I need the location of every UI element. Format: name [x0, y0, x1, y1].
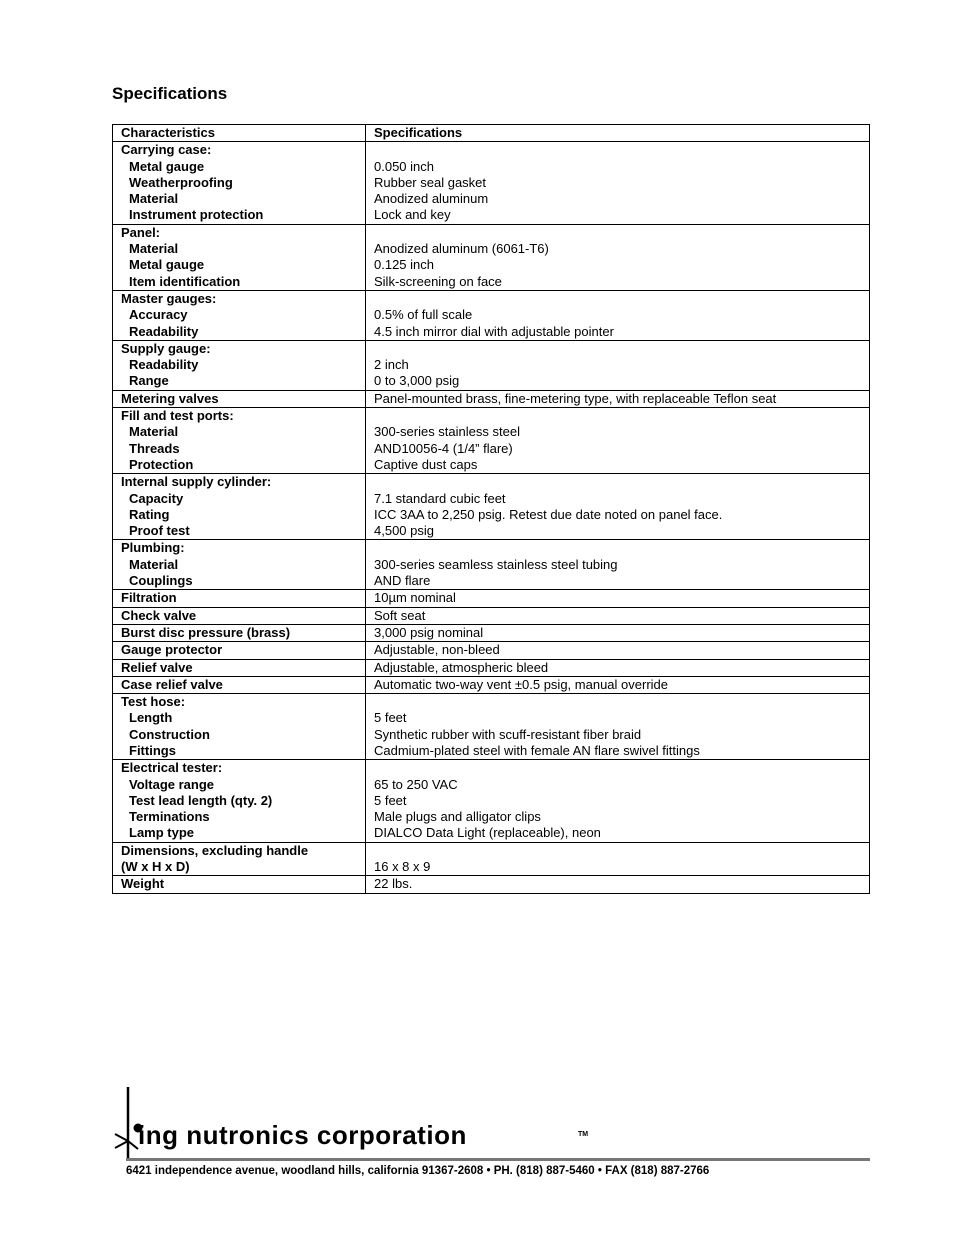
specification-value: Synthetic rubber with scuff-resistant fiber braid: [374, 726, 642, 742]
characteristic-label: Material: [129, 191, 179, 207]
characteristic-cell: [113, 290, 366, 340]
characteristic-cell: [113, 224, 366, 290]
characteristic-cell: [113, 540, 366, 590]
characteristic-cell: [113, 474, 366, 540]
spacer-line: [374, 760, 861, 776]
specification-cell: [366, 842, 870, 876]
characteristic-label: Weatherproofing: [129, 174, 233, 190]
specification-value: AND flare: [374, 573, 431, 589]
specification-value: Captive dust caps: [374, 456, 478, 472]
characteristic-label: Readability: [129, 357, 199, 373]
specification-value: 2 inch: [374, 357, 409, 373]
characteristic-cell: [113, 642, 366, 659]
spacer-line: [374, 474, 861, 490]
characteristic-label: Relief valve: [121, 659, 193, 675]
table-row: [113, 842, 870, 876]
characteristic-label: Gauge protector: [121, 642, 223, 658]
specification-value: Silk-screening on face: [374, 273, 502, 289]
trademark-symbol: TM: [578, 1131, 589, 1138]
characteristic-label: Readability: [129, 323, 199, 339]
specification-value: 0.125 inch: [374, 257, 434, 273]
table-row: [113, 142, 870, 224]
table-row: [113, 676, 870, 693]
specification-value: Soft seat: [374, 607, 426, 623]
specification-cell: [366, 142, 870, 224]
spacer-line: [374, 540, 861, 556]
characteristic-label: Check valve: [121, 607, 197, 623]
specification-value: Panel-mounted brass, fine-metering type, with replaceable Teflon seat: [374, 390, 777, 406]
group-heading: Internal supply cylinder:: [121, 474, 272, 490]
characteristic-cell: [113, 142, 366, 224]
group-heading: Plumbing:: [121, 540, 185, 556]
specification-cell: [366, 474, 870, 540]
specification-value: DIALCO Data Light (replaceable), neon: [374, 825, 601, 841]
specification-value: Adjustable, atmospheric bleed: [374, 659, 549, 675]
specification-value: Male plugs and alligator clips: [374, 809, 541, 825]
characteristic-label: Protection: [129, 456, 194, 472]
column-header-characteristics: Characteristics: [113, 125, 366, 142]
specification-value: 22 lbs.: [374, 876, 413, 892]
company-address: 6421 independence avenue, woodland hills, california 91367-2608 • PH. (818) 887-5460 • FAX (818) 887-2766: [126, 1165, 710, 1177]
characteristic-label: Metal gauge: [129, 158, 205, 174]
specification-value: ICC 3AA to 2,250 psig. Retest due date noted on panel face.: [374, 506, 723, 522]
specification-cell: [366, 642, 870, 659]
specification-value: Automatic two-way vent ±0.5 psig, manual override: [374, 676, 668, 692]
characteristic-cell: [113, 390, 366, 407]
specification-value: 300-series stainless steel: [374, 424, 520, 440]
group-heading: Master gauges:: [121, 290, 217, 306]
characteristic-label: Length: [129, 710, 173, 726]
characteristic-label: Instrument protection: [129, 207, 264, 223]
characteristic-label: Weight: [121, 876, 165, 892]
spacer-line: [374, 341, 861, 357]
characteristic-cell: [113, 694, 366, 760]
characteristic-label: Material: [129, 241, 179, 257]
characteristic-cell: [113, 876, 366, 893]
characteristic-label: Range: [129, 373, 169, 389]
characteristic-cell: [113, 676, 366, 693]
table-row: [113, 659, 870, 676]
table-row: [113, 408, 870, 474]
characteristic-label: Filtration: [121, 590, 177, 606]
characteristic-label: Metal gauge: [129, 257, 205, 273]
group-heading: Test hose:: [121, 694, 186, 710]
spacer-line: [374, 291, 861, 307]
table-header-row: [113, 125, 870, 142]
specification-value: 0.5% of full scale: [374, 307, 473, 323]
specifications-table-body: [113, 142, 870, 893]
specification-value: Adjustable, non-bleed: [374, 642, 500, 658]
specification-cell: [366, 876, 870, 893]
table-row: [113, 340, 870, 390]
specification-value: 10µm nominal: [374, 590, 456, 606]
characteristic-cell: [113, 842, 366, 876]
page-title: Specifications: [112, 84, 228, 103]
specification-value: Lock and key: [374, 207, 451, 223]
specification-cell: [366, 408, 870, 474]
table-row: [113, 224, 870, 290]
characteristic-label: Capacity: [129, 490, 184, 506]
characteristic-label: Proof test: [129, 523, 190, 539]
specification-value: 7.1 standard cubic feet: [374, 490, 506, 506]
spacer-line: [374, 408, 861, 424]
table-row: [113, 624, 870, 641]
group-heading: Supply gauge:: [121, 340, 211, 356]
spacer-line: [374, 142, 861, 158]
characteristic-cell: [113, 607, 366, 624]
characteristic-cell: [113, 590, 366, 607]
specification-value: Rubber seal gasket: [374, 174, 487, 190]
specification-cell: [366, 694, 870, 760]
characteristic-label: Voltage range: [129, 776, 215, 792]
spacer-line: [374, 694, 861, 710]
table-row: [113, 474, 870, 540]
specification-value: 300-series seamless stainless steel tubing: [374, 556, 618, 572]
characteristic-label: Construction: [129, 726, 210, 742]
characteristic-cell: [113, 760, 366, 842]
table-row: [113, 540, 870, 590]
table-row: [113, 590, 870, 607]
characteristic-cell: [113, 624, 366, 641]
table-row: [113, 876, 870, 893]
specification-cell: [366, 224, 870, 290]
specification-value: 5 feet: [374, 792, 407, 808]
characteristic-label: Case relief valve: [121, 676, 223, 692]
table-row: [113, 390, 870, 407]
characteristic-label: (W x H x D): [121, 859, 190, 875]
spacer-line: [374, 225, 861, 241]
specification-cell: [366, 390, 870, 407]
specification-value: Anodized aluminum: [374, 191, 489, 207]
characteristic-label: Test lead length (qty. 2): [129, 792, 273, 808]
specification-value: 4.5 inch mirror dial with adjustable pointer: [374, 323, 614, 339]
characteristic-label: Couplings: [129, 573, 193, 589]
table-row: [113, 760, 870, 842]
specifications-table: [112, 124, 870, 894]
table-row: [113, 607, 870, 624]
specification-value: Anodized aluminum (6061-T6): [374, 241, 549, 257]
characteristic-label: Material: [129, 424, 179, 440]
specification-value: Cadmium-plated steel with female AN flare swivel fittings: [374, 742, 700, 758]
characteristic-label: Item identification: [129, 273, 241, 289]
company-footer: [112, 1082, 872, 1182]
characteristic-label: Terminations: [129, 809, 210, 825]
company-name: ing nutronics corporation: [138, 1120, 467, 1150]
table-row: [113, 290, 870, 340]
specification-value: 65 to 250 VAC: [374, 776, 458, 792]
specification-cell: [366, 607, 870, 624]
footer-divider: [126, 1158, 870, 1161]
characteristic-label: Burst disc pressure (brass): [121, 624, 291, 640]
characteristic-label: Lamp type: [129, 825, 195, 841]
table-row: [113, 642, 870, 659]
characteristic-label: Accuracy: [129, 307, 188, 323]
specification-value: 3,000 psig nominal: [374, 624, 484, 640]
specification-cell: [366, 676, 870, 693]
group-heading: Carrying case:: [121, 142, 212, 158]
specification-cell: [366, 290, 870, 340]
specification-cell: [366, 590, 870, 607]
characteristic-label: Material: [129, 556, 179, 572]
characteristic-label: Rating: [129, 506, 170, 522]
column-header-specifications: Specifications: [366, 125, 870, 142]
specification-value: AND10056-4 (1/4” flare): [374, 440, 513, 456]
group-heading: Panel:: [121, 224, 161, 240]
specification-value: 0.050 inch: [374, 158, 434, 174]
specification-value: 0 to 3,000 psig: [374, 373, 460, 389]
specification-value: 16 x 8 x 9: [374, 859, 431, 875]
specification-cell: [366, 760, 870, 842]
table-row: [113, 694, 870, 760]
specification-value: 4,500 psig: [374, 523, 434, 539]
group-heading: Dimensions, excluding handle: [121, 842, 309, 858]
specification-cell: [366, 540, 870, 590]
spacer-line: [374, 843, 861, 859]
specification-cell: [366, 659, 870, 676]
characteristic-cell: [113, 659, 366, 676]
characteristic-cell: [113, 340, 366, 390]
characteristic-label: Threads: [129, 440, 180, 456]
specification-value: 5 feet: [374, 710, 407, 726]
group-heading: Fill and test ports:: [121, 408, 234, 424]
specification-cell: [366, 624, 870, 641]
specification-cell: [366, 340, 870, 390]
group-heading: Electrical tester:: [121, 760, 223, 776]
characteristic-label: Fittings: [129, 742, 176, 758]
characteristic-cell: [113, 408, 366, 474]
characteristic-label: Metering valves: [121, 390, 219, 406]
